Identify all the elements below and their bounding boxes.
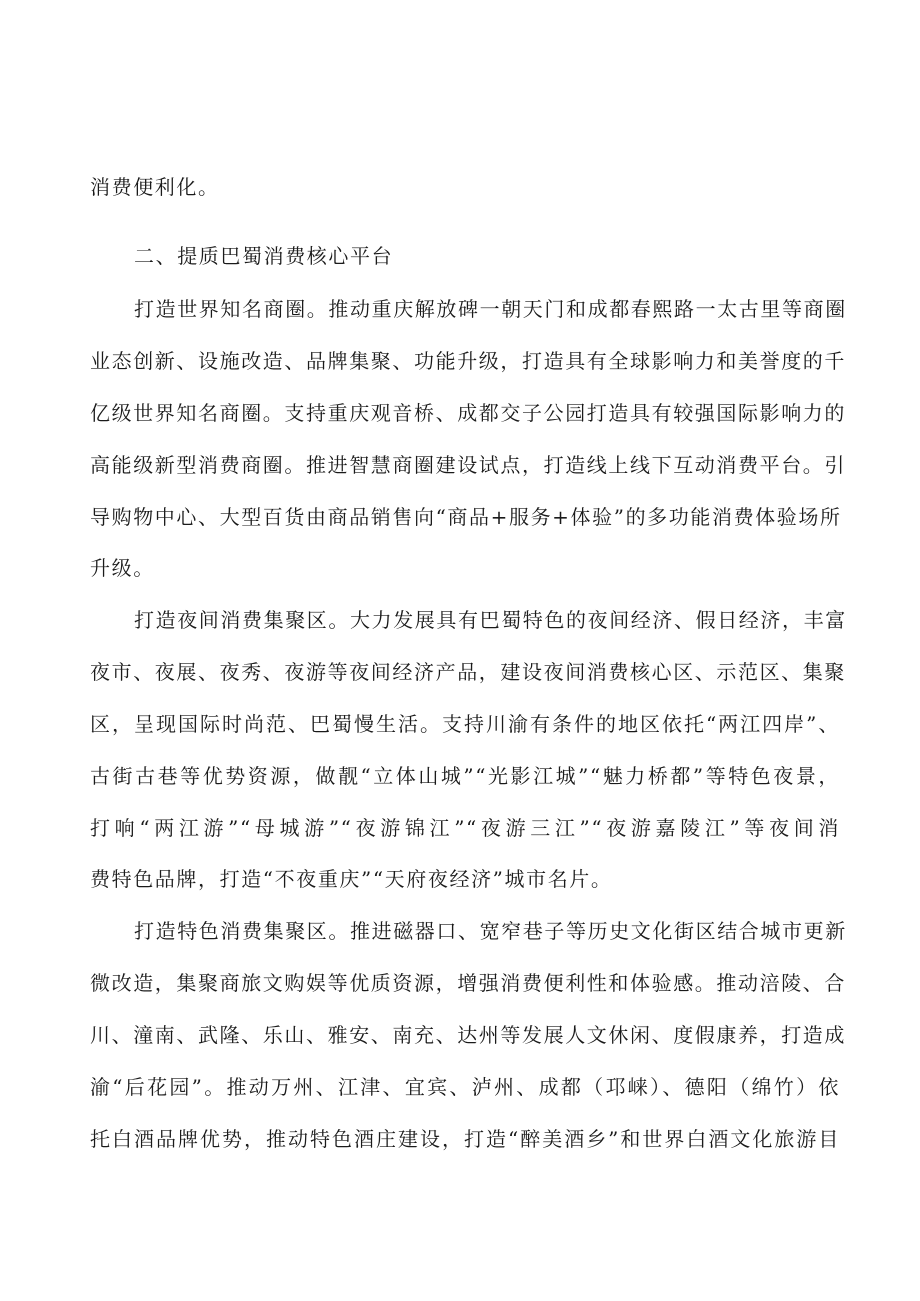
text-line: 夜市、夜展、夜秀、夜游等夜间经济产品，建设夜间消费核心区、示范区、集聚 bbox=[90, 660, 846, 684]
text-line: 区，呈现国际时尚范、巴蜀慢生活。支持川渝有条件的地区依托“两江四岸”、 bbox=[90, 712, 840, 736]
text-line: 川、潼南、武隆、乐山、雅安、南充、达州等发展人文休闲、度假康养，打造成 bbox=[90, 1023, 846, 1047]
text-line: 亿级世界知名商圈。支持重庆观音桥、成都交子公园打造具有较强国际影响力的 bbox=[90, 401, 846, 425]
text-line: 打造特色消费集聚区。推进磁器口、宽窄巷子等历史文化街区结合城市更新 bbox=[134, 919, 847, 943]
text-line: 微改造，集聚商旅文购娱等优质资源，增强消费便利性和体验感。推动涪陵、合 bbox=[90, 971, 846, 995]
text-line: 打造世界知名商圈。推动重庆解放碑一朝天门和成都春熙路一太古里等商圈 bbox=[134, 297, 847, 321]
text-line: 打响“两江游”“母城游”“夜游锦江”“夜游三江”“夜游嘉陵江”等夜间消 bbox=[90, 816, 840, 840]
text-line: 费特色品牌，打造“不夜重庆”“天府夜经济”城市名片。 bbox=[90, 867, 613, 891]
text-line: 消费便利化。 bbox=[90, 175, 220, 199]
text-line: 导购物中心、大型百货由商品销售向“商品+服务+体验”的多功能消费体验场所 bbox=[90, 505, 842, 529]
text-line: 渝“后花园”。推动万州、江津、宜宾、泸州、成都（邛崃）、德阳（绵竹）依 bbox=[90, 1075, 840, 1099]
text-line: 高能级新型消费商圈。推进智慧商圈建设试点，打造线上线下互动消费平台。引 bbox=[90, 453, 846, 477]
text-line: 业态创新、设施改造、品牌集聚、功能升级，打造具有全球影响力和美誉度的千 bbox=[90, 349, 846, 373]
text-line: 升级。 bbox=[90, 556, 155, 580]
text-line: 古街古巷等优势资源，做靓“立体山城”“光影江城”“魅力桥都”等特色夜景， bbox=[90, 764, 840, 788]
text-line: 托白酒品牌优势，推动特色酒庄建设，打造“醉美酒乡”和世界白酒文化旅游目 bbox=[90, 1127, 840, 1151]
section-heading: 二、提质巴蜀消费核心平台 bbox=[134, 244, 394, 268]
text-line: 打造夜间消费集聚区。大力发展具有巴蜀特色的夜间经济、假日经济，丰富 bbox=[134, 608, 847, 632]
